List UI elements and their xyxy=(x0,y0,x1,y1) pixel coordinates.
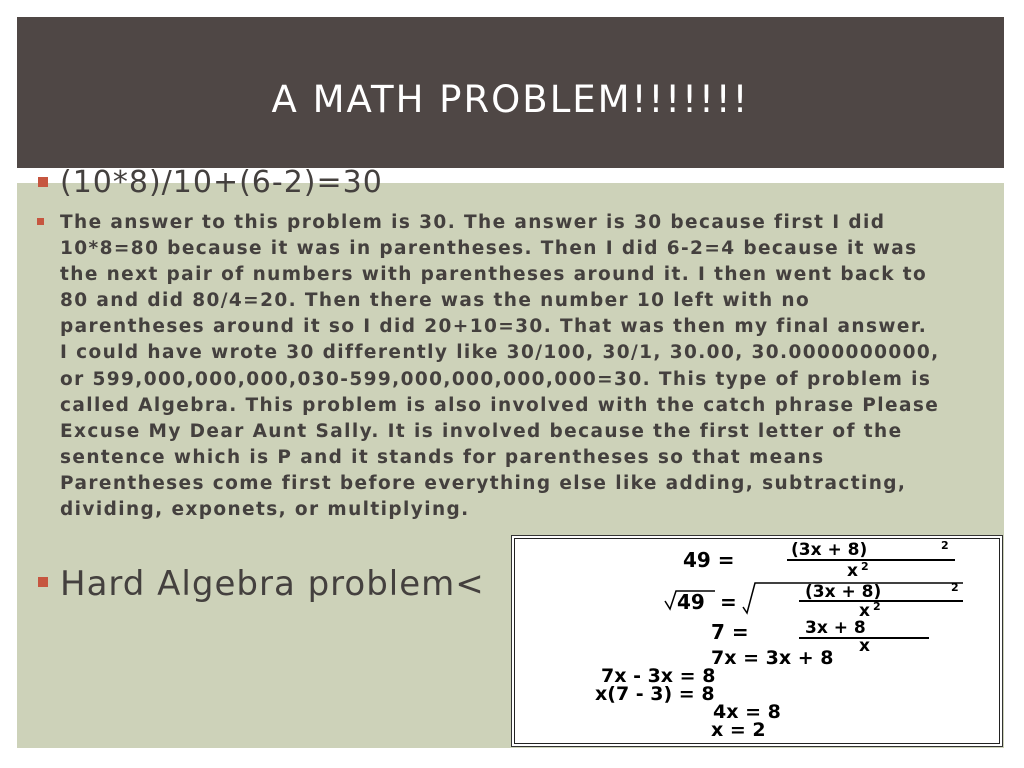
eq7: 4x = 8 xyxy=(713,701,781,723)
equation-heading: (10*8)/10+(6-2)=30 xyxy=(60,165,383,200)
explanation-paragraph: The answer to this problem is 30. The answer is 30 because first I did 10*8=80 because it was in parentheses. Then I did 6-2=4 because it was the next pair of numbers with parentheses around it. I then went back to 80 and did 80/4=20. Then there was the number 10 left with no parentheses around it so I did 20+10=30. That was then my final answer. I could have wrote 30 differently like 30/100, 30/1, 30.00, 30.0000000000, or 599,000,000,000,030-599,000,000,000,000=30. This type of problem is called Algebra. This problem is also involved with the catch phrase Please Excuse My Dear Aunt Sally. It is involved because the first letter of the sentence which is P and it stands for parentheses so that means Parentheses come first before everything else like adding, subtracting, dividing, exponets, or multiplying. xyxy=(60,212,940,521)
eq5: 7x - 3x = 8 xyxy=(601,665,716,687)
hard-algebra-label: Hard Algebra problem< xyxy=(60,564,485,604)
eq8: x = 2 xyxy=(711,719,766,741)
eq1-left: 49 = xyxy=(683,548,735,572)
eq1-denominator: x xyxy=(847,561,858,581)
slide-title: A MATH PROBLEM!!!!!!! xyxy=(271,78,750,121)
slide-header xyxy=(17,17,1004,168)
eq1-numerator: (3x + 8) xyxy=(791,540,868,560)
algebra-equation-image xyxy=(514,538,1000,744)
eq2-left: 49 xyxy=(677,590,705,614)
equation-figure xyxy=(515,539,1001,745)
eq2-numerator: (3x + 8) xyxy=(805,582,882,602)
bullet-square-icon xyxy=(38,177,48,187)
eq3-denominator: x xyxy=(859,636,870,656)
eq2-equals: = xyxy=(720,590,737,614)
eq1-den-exponent: 2 xyxy=(861,560,869,573)
eq2-denominator: x xyxy=(859,601,870,621)
eq2-exponent: 2 xyxy=(951,581,959,594)
eq3-left: 7 = xyxy=(711,620,749,644)
bullet-square-icon xyxy=(38,577,48,587)
bullet-square-icon xyxy=(37,218,44,225)
eq1-exponent: 2 xyxy=(941,539,949,552)
eq4: 7x = 3x + 8 xyxy=(711,647,834,669)
eq3-numerator: 3x + 8 xyxy=(805,618,866,638)
eq2-den-exponent: 2 xyxy=(873,600,881,613)
eq6: x(7 - 3) = 8 xyxy=(595,683,715,705)
